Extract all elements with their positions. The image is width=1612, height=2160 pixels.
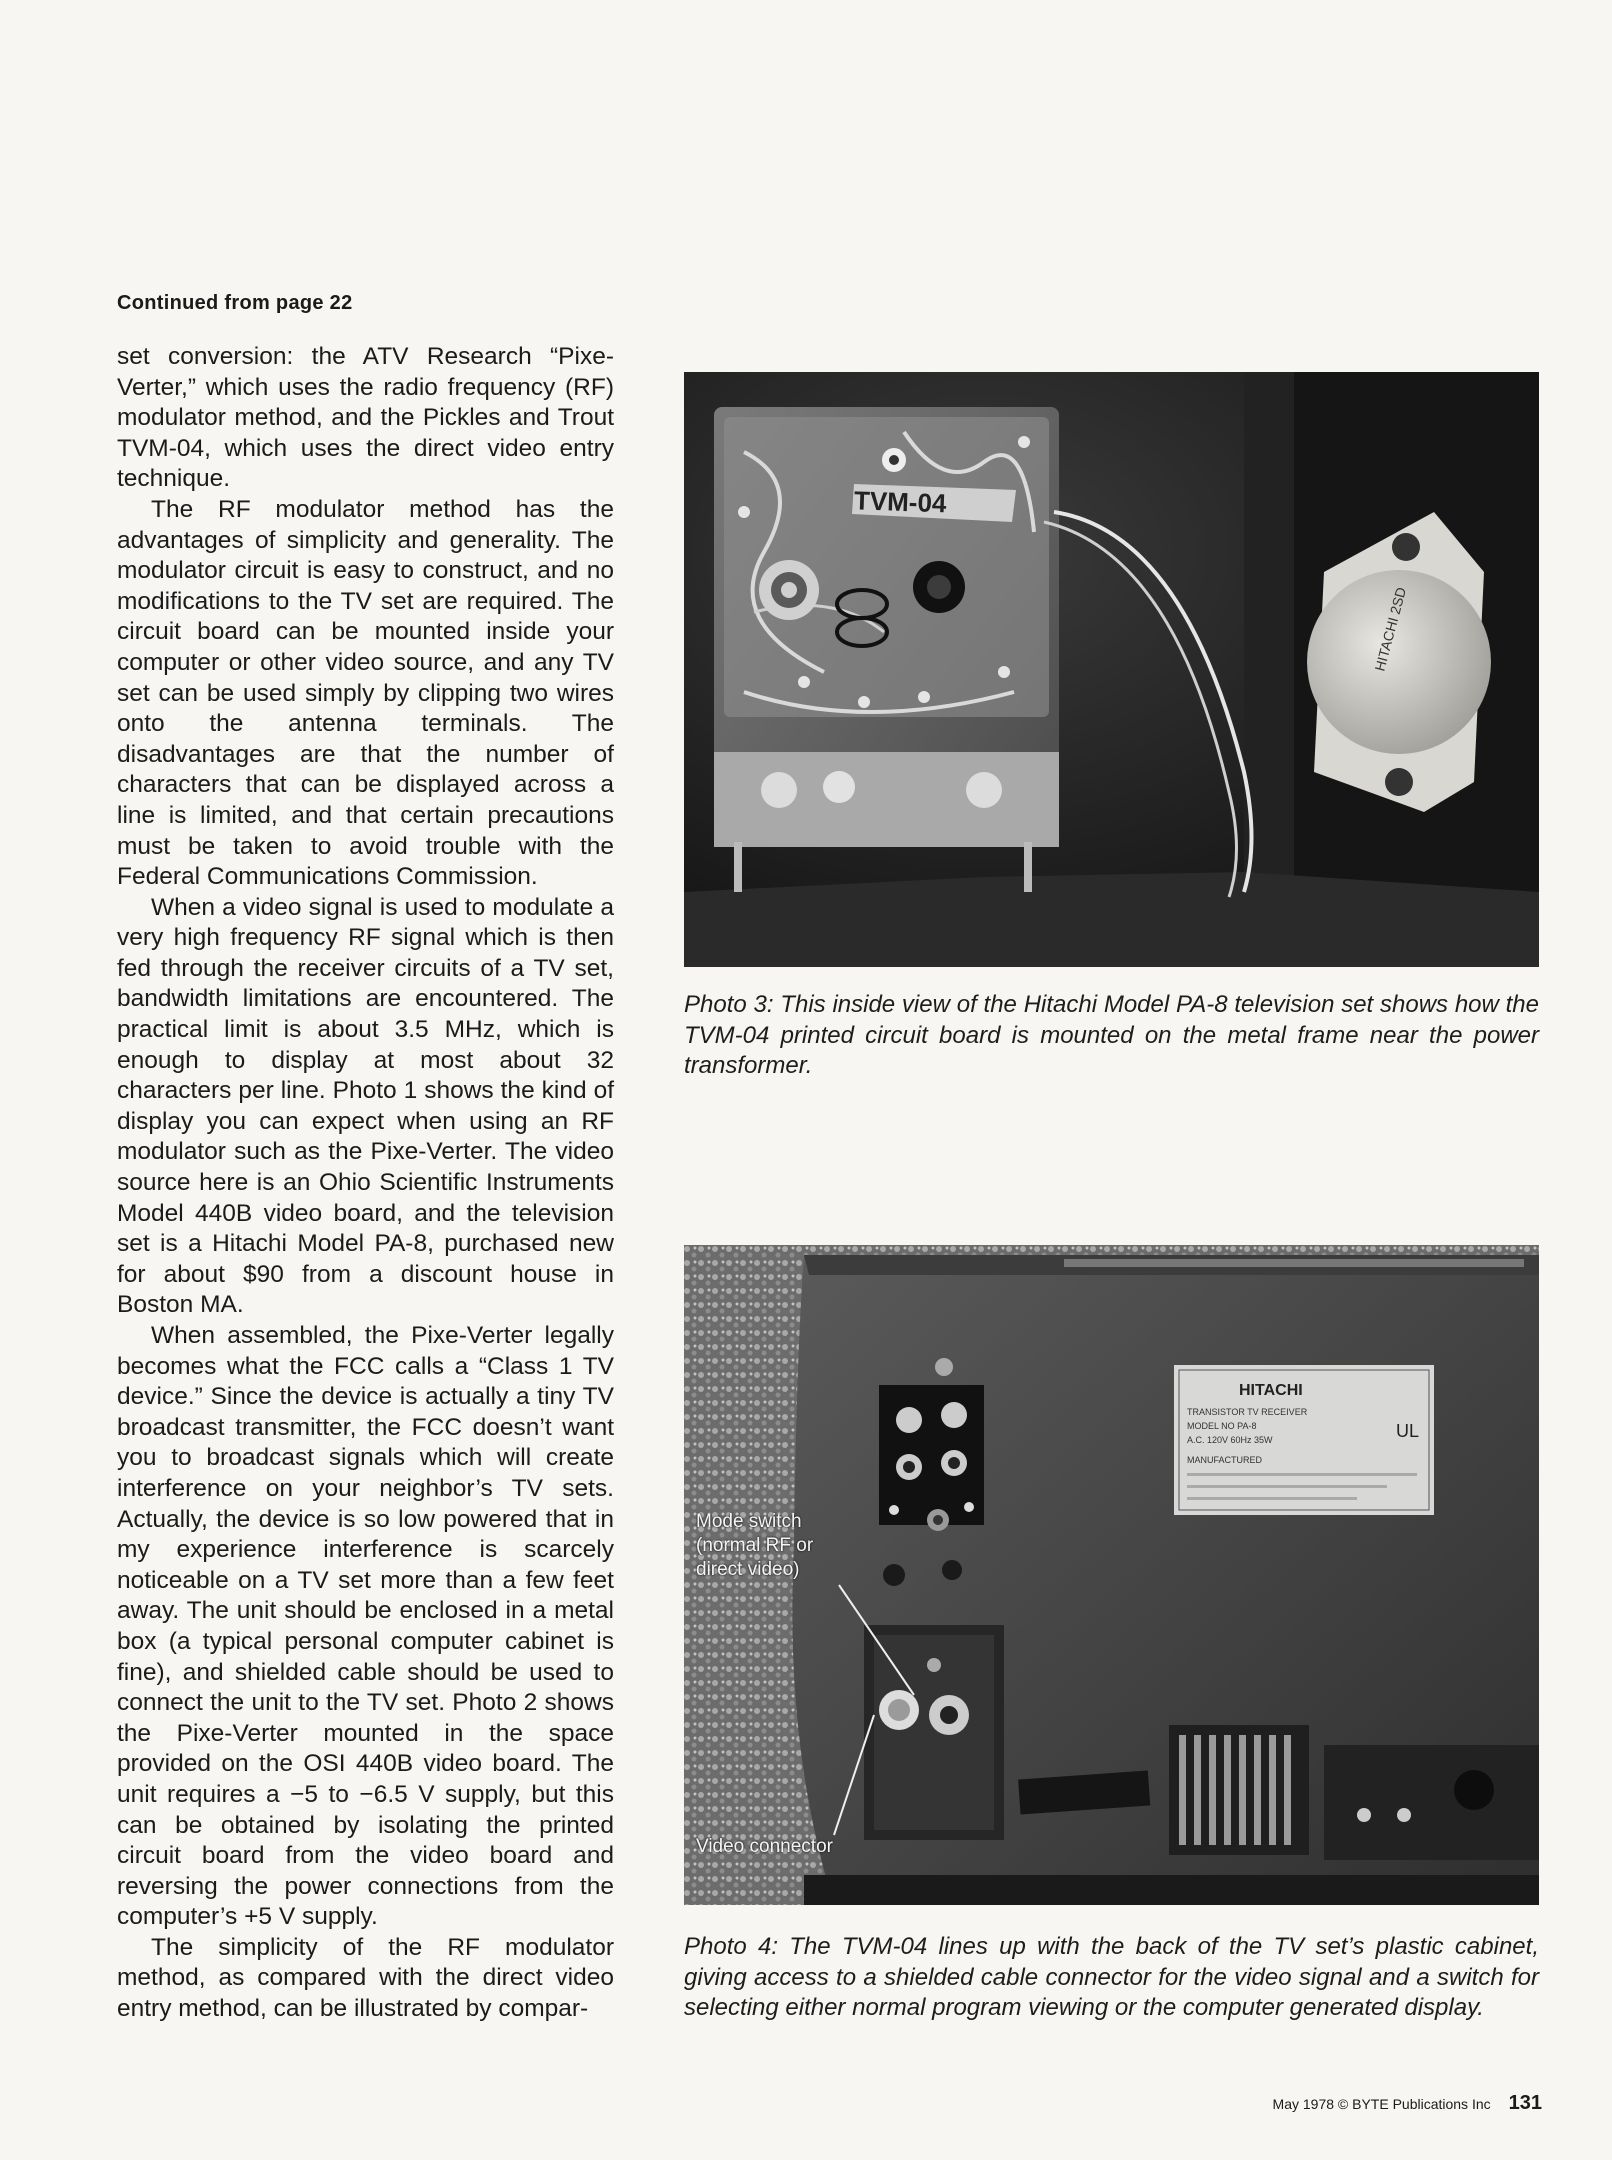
paragraph-3: When a video signal is used to modulate a very high frequency RF signal which is then fed through the receiver circuits of a TV set, bandwidth limitations are encountered. The practical limit is about 3.5 MHz, which is enough to display at most about 32 characters per line. Photo 1 shows the kind of display you can expect when using an RF modulator such as the Pixe-Verter. The video source here is an Ohio Scientific Instruments Model 440B video board, and the television set is a Hitachi Model PA-8, purchased new for about $90 from a discount house in Boston MA.: [117, 893, 614, 1319]
transistor-label: HITACHI 2SD: [1371, 585, 1410, 673]
vent-grille: [1169, 1725, 1309, 1855]
mode-switch-label: Mode switch (normal RF or direct video): [696, 1511, 814, 1580]
nameplate-line-4: MANUFACTURED: [1187, 1455, 1263, 1465]
continued-from-label: Continued from page 22: [117, 292, 353, 314]
photo-3-illustration: [684, 372, 1539, 967]
antenna-terminals: [879, 1385, 984, 1525]
photo-3: [684, 372, 1539, 967]
page-footer: [1273, 2092, 1542, 2115]
board-label: TVM-04: [853, 485, 947, 519]
nameplate-line-2: MODEL NO PA-8: [1187, 1421, 1257, 1431]
footer-credit: May 1978 © BYTE Publications Inc: [1272, 2096, 1491, 2112]
paragraph-4: When assembled, the Pixe-Verter legally becomes what the FCC calls a “Class 1 TV device.” Since the device is actually a tiny TV broadcast transmitter, the FCC doesn’t want you to broadcast signals which will create interference on your neighbor’s TV sets. Actually, the device is so low powered that in my experience interference is scarcely noticeable on a TV set more than a few feet away. The unit should be enclosed in a metal box (a typical personal computer cabinet is fine), and shielded cable should be used to connect the unit to the TV set. Photo 2 shows the Pixe-Verter mounted in the space provided on the OSI 440B video board. The unit requires a −5 to −6.5 V supply, but this can be obtained by isolating the printed circuit board from the video board and reversing the power connections from the computer’s +5 V supply.: [117, 1322, 614, 1931]
photo-3-caption: Photo 3: This inside view of the Hitachi Model PA-8 television set shows how the TVM-04 printed circuit board is mounted on the metal frame near the power transformer.: [684, 991, 1539, 1079]
nameplate-line-3: A.C. 120V 60Hz 35W: [1187, 1435, 1273, 1445]
paragraph-1: set conversion: the ATV Research “Pixe-Verter,” which uses the radio frequency (RF) modulator method, and the Pickles and Trout TVM-04, which uses the direct video entry technique.: [117, 343, 614, 493]
video-connector-panel: [864, 1625, 1004, 1840]
page-number: 131: [1508, 2092, 1542, 2114]
hitachi-nameplate: [1174, 1365, 1434, 1515]
body-text-column: [117, 342, 614, 2025]
paragraph-2: The RF modulator method has the advantages of simplicity and generality. The modulator circuit is easy to construct, and no modifications to the TV set are required. The circuit board can be mounted inside your computer or other video source, and any TV set can be used simply by clipping two wires onto the antenna terminals. The disadvantages are that the number of characters that can be displayed across a line is limited, and that certain precautions must be taken to avoid trouble with the Federal Communications Commission.: [117, 495, 614, 891]
paragraph-5: The simplicity of the RF modulator method, as compared with the direct video entry method, can be illustrated by compar-: [117, 1933, 614, 2023]
photo-4: [684, 1245, 1539, 1905]
tvm04-circuit-board: [714, 407, 1059, 892]
photo-4-caption: Photo 4: The TVM-04 lines up with the back of the TV set’s plastic cabinet, giving access to a shielded cable connector for the video signal and a switch for selecting either normal program viewing or the computer generated display.: [684, 1933, 1539, 2021]
nameplate-line-1: TRANSISTOR TV RECEIVER: [1187, 1407, 1308, 1417]
video-connector-label: Video connector: [696, 1836, 833, 1857]
nameplate-brand: HITACHI: [1239, 1382, 1303, 1399]
ul-mark: UL: [1396, 1421, 1420, 1441]
